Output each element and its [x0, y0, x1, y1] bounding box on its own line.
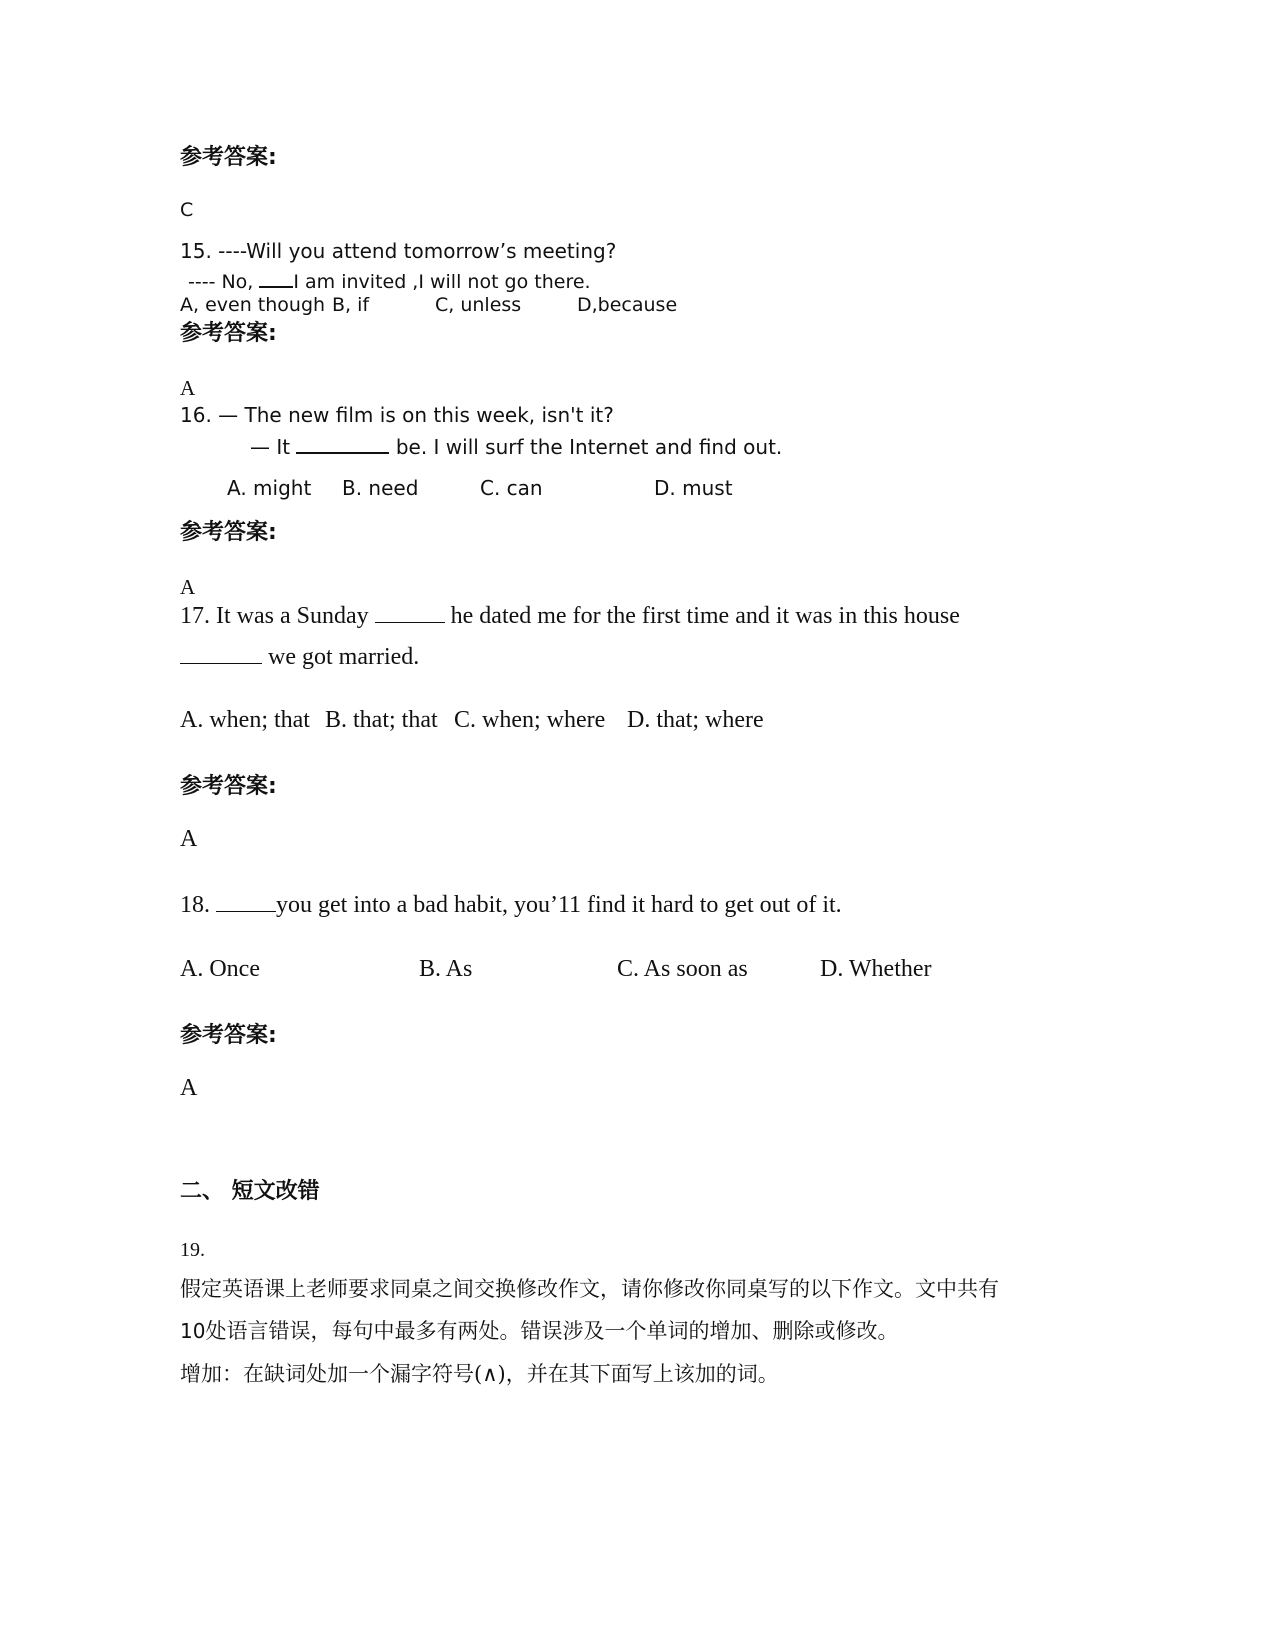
- answer-label: 参考答案:: [180, 774, 277, 799]
- answer-value: A: [180, 1075, 198, 1101]
- instruction-line: [180, 1321, 898, 1342]
- option-c: C. can: [480, 476, 543, 500]
- question-line: [250, 434, 782, 457]
- option-b: B. need: [342, 476, 419, 500]
- question-line-suffix: we got married.: [262, 644, 420, 670]
- question-line: [180, 891, 842, 917]
- answer-blank: [216, 891, 276, 912]
- option-b: B, if: [332, 294, 370, 316]
- option-b: B. that; that: [325, 707, 438, 733]
- answer-value: A: [180, 826, 198, 852]
- option-d: D. must: [654, 476, 733, 500]
- option-c: C. As soon as: [617, 956, 748, 982]
- answer-blank: [180, 643, 262, 664]
- question-stem: 15. ----Will you attend tomorrow’s meeting?: [180, 239, 617, 263]
- option-d: D. Whether: [820, 956, 932, 982]
- question-number: 19.: [180, 1239, 205, 1261]
- question-line: [180, 643, 419, 669]
- answer-label: 参考答案:: [180, 520, 277, 545]
- option-a: A. might: [227, 476, 312, 500]
- question-line-prefix: ---- No,: [188, 271, 260, 293]
- instruction-line: 假定英语课上老师要求同桌之间交换修改作文，请你修改你同桌写的以下作文。文中共有: [180, 1277, 999, 1301]
- answer-value: A: [180, 376, 196, 400]
- option-b: B. As: [419, 956, 473, 982]
- option-c: C, unless: [435, 294, 522, 316]
- option-a: A, even though: [180, 294, 326, 316]
- instruction-line: 增加：在缺词处加一个漏字符号(∧)，并在其下面写上该加的词。: [180, 1362, 779, 1386]
- answer-label: 参考答案:: [180, 321, 277, 346]
- answer-value: C: [180, 199, 194, 221]
- question-line: [180, 602, 960, 628]
- option-c: C. when; where: [454, 707, 606, 733]
- answer-label: 参考答案:: [180, 1023, 277, 1048]
- instruction-text: 处语言错误，每句中最多有两处。错误涉及一个单词的增加、删除或修改。: [205, 1319, 899, 1343]
- question-stem: 16. — The new film is on this week, isn't it?: [180, 403, 614, 427]
- option-a: A. Once: [180, 956, 260, 982]
- question-line-suffix: you get into a bad habit, you’11 find it hard to get out of it.: [276, 892, 842, 918]
- option-a: A. when; that: [180, 707, 310, 733]
- question-line-prefix: 18.: [180, 892, 216, 918]
- question-line-suffix: he dated me for the first time and it was in this house: [444, 603, 960, 629]
- question-line-suffix: be. I will surf the Internet and find out.: [389, 435, 783, 459]
- answer-blank: [259, 269, 293, 288]
- option-d: D. that; where: [627, 707, 764, 733]
- section-title: 二、 短文改错: [180, 1179, 320, 1204]
- question-line: [188, 269, 591, 292]
- answer-blank: [375, 602, 445, 623]
- question-line-prefix: — It: [250, 435, 297, 459]
- question-line-suffix: I am invited ,I will not go there.: [293, 271, 591, 293]
- answer-blank: [296, 434, 389, 454]
- answer-value: A: [180, 575, 196, 599]
- option-d: D,because: [577, 294, 678, 316]
- answer-label: 参考答案:: [180, 145, 277, 170]
- question-line-prefix: 17. It was a Sunday: [180, 603, 375, 629]
- error-count: 10: [180, 1319, 206, 1343]
